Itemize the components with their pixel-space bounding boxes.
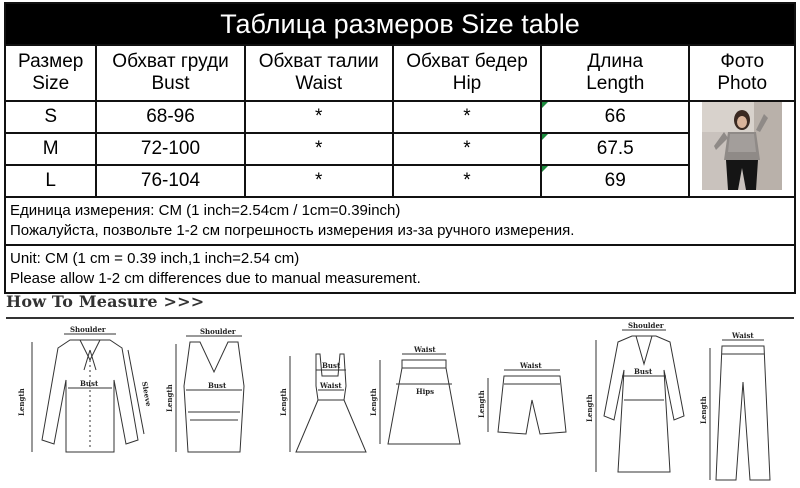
length-label: Length bbox=[165, 384, 174, 412]
divider bbox=[6, 317, 794, 319]
size-cell: M bbox=[5, 133, 96, 165]
hip-cell: * bbox=[393, 133, 541, 165]
waist-cell: * bbox=[245, 101, 393, 133]
size-cell: L bbox=[5, 165, 96, 197]
waist-label: Waist bbox=[732, 331, 754, 340]
hips-label: Hips bbox=[416, 387, 435, 396]
sleeve-label: Sleeve bbox=[140, 380, 154, 408]
shoulder-label: Shoulder bbox=[70, 325, 106, 334]
note-english: Unit: CM (1 cm = 0.39 inch,1 inch=2.54 cm) Please allow 1-2 cm differences due to manual measurement. bbox=[5, 245, 795, 293]
table-row bbox=[5, 101, 795, 133]
bust-cell: 68-96 bbox=[96, 101, 244, 133]
header-hip: Обхват бедер Hip bbox=[393, 45, 541, 101]
header-photo: Фото Photo bbox=[689, 45, 795, 101]
shoulder-label: Shoulder bbox=[628, 321, 664, 330]
bust-label: Bust bbox=[80, 379, 99, 388]
bust-label: Bust bbox=[634, 367, 653, 376]
trousers-diagram bbox=[699, 331, 770, 480]
measurement-diagrams bbox=[0, 320, 800, 488]
length-label: Length bbox=[369, 388, 378, 416]
length-label: Length bbox=[279, 388, 288, 416]
hip-cell: * bbox=[393, 165, 541, 197]
how-to-measure-header bbox=[6, 292, 794, 311]
shoulder-label: Shoulder bbox=[200, 327, 236, 336]
blouse-diagram bbox=[17, 325, 153, 452]
waist-label: Waist bbox=[520, 361, 542, 370]
header-bust: Обхват груди Bust bbox=[96, 45, 244, 101]
how-to-measure-title: How To Measure >>> bbox=[6, 292, 205, 311]
model-photo-image bbox=[702, 102, 782, 190]
length-label: Length bbox=[17, 388, 26, 416]
size-table bbox=[4, 2, 796, 294]
header-length: Длина Length bbox=[541, 45, 689, 101]
shorts-diagram bbox=[477, 361, 566, 434]
waist-label: Waist bbox=[414, 345, 436, 354]
note-russian: Единица измерения: CM (1 inch=2.54cm / 1cm=0.39inch) Пожалуйста, позвольте 1-2 см погрешность измерения из-за ручного измерения. bbox=[5, 197, 795, 245]
waist-cell: * bbox=[245, 133, 393, 165]
table-row bbox=[5, 133, 795, 165]
length-label: Length bbox=[477, 390, 486, 418]
tank-top-diagram bbox=[165, 327, 244, 452]
coat-diagram bbox=[585, 321, 684, 472]
hip-cell: * bbox=[393, 101, 541, 133]
skirt-diagram bbox=[369, 345, 460, 444]
length-cell: 67.5 bbox=[541, 133, 689, 165]
bust-cell: 76-104 bbox=[96, 165, 244, 197]
length-label: Length bbox=[585, 394, 594, 422]
table-row bbox=[5, 165, 795, 197]
header-waist: Обхват талии Waist bbox=[245, 45, 393, 101]
length-cell: 66 bbox=[541, 101, 689, 133]
waist-cell: * bbox=[245, 165, 393, 197]
bust-label: Bust bbox=[208, 381, 227, 390]
table-title: Таблица размеров Size table bbox=[5, 3, 795, 45]
size-cell: S bbox=[5, 101, 96, 133]
length-label: Length bbox=[699, 396, 708, 424]
header-size: Размер Size bbox=[5, 45, 96, 101]
waist-label: Waist bbox=[320, 381, 342, 390]
dress-diagram bbox=[279, 354, 366, 452]
bust-label: Bust bbox=[322, 361, 341, 370]
length-cell: 69 bbox=[541, 165, 689, 197]
product-photo bbox=[689, 101, 795, 197]
bust-cell: 72-100 bbox=[96, 133, 244, 165]
